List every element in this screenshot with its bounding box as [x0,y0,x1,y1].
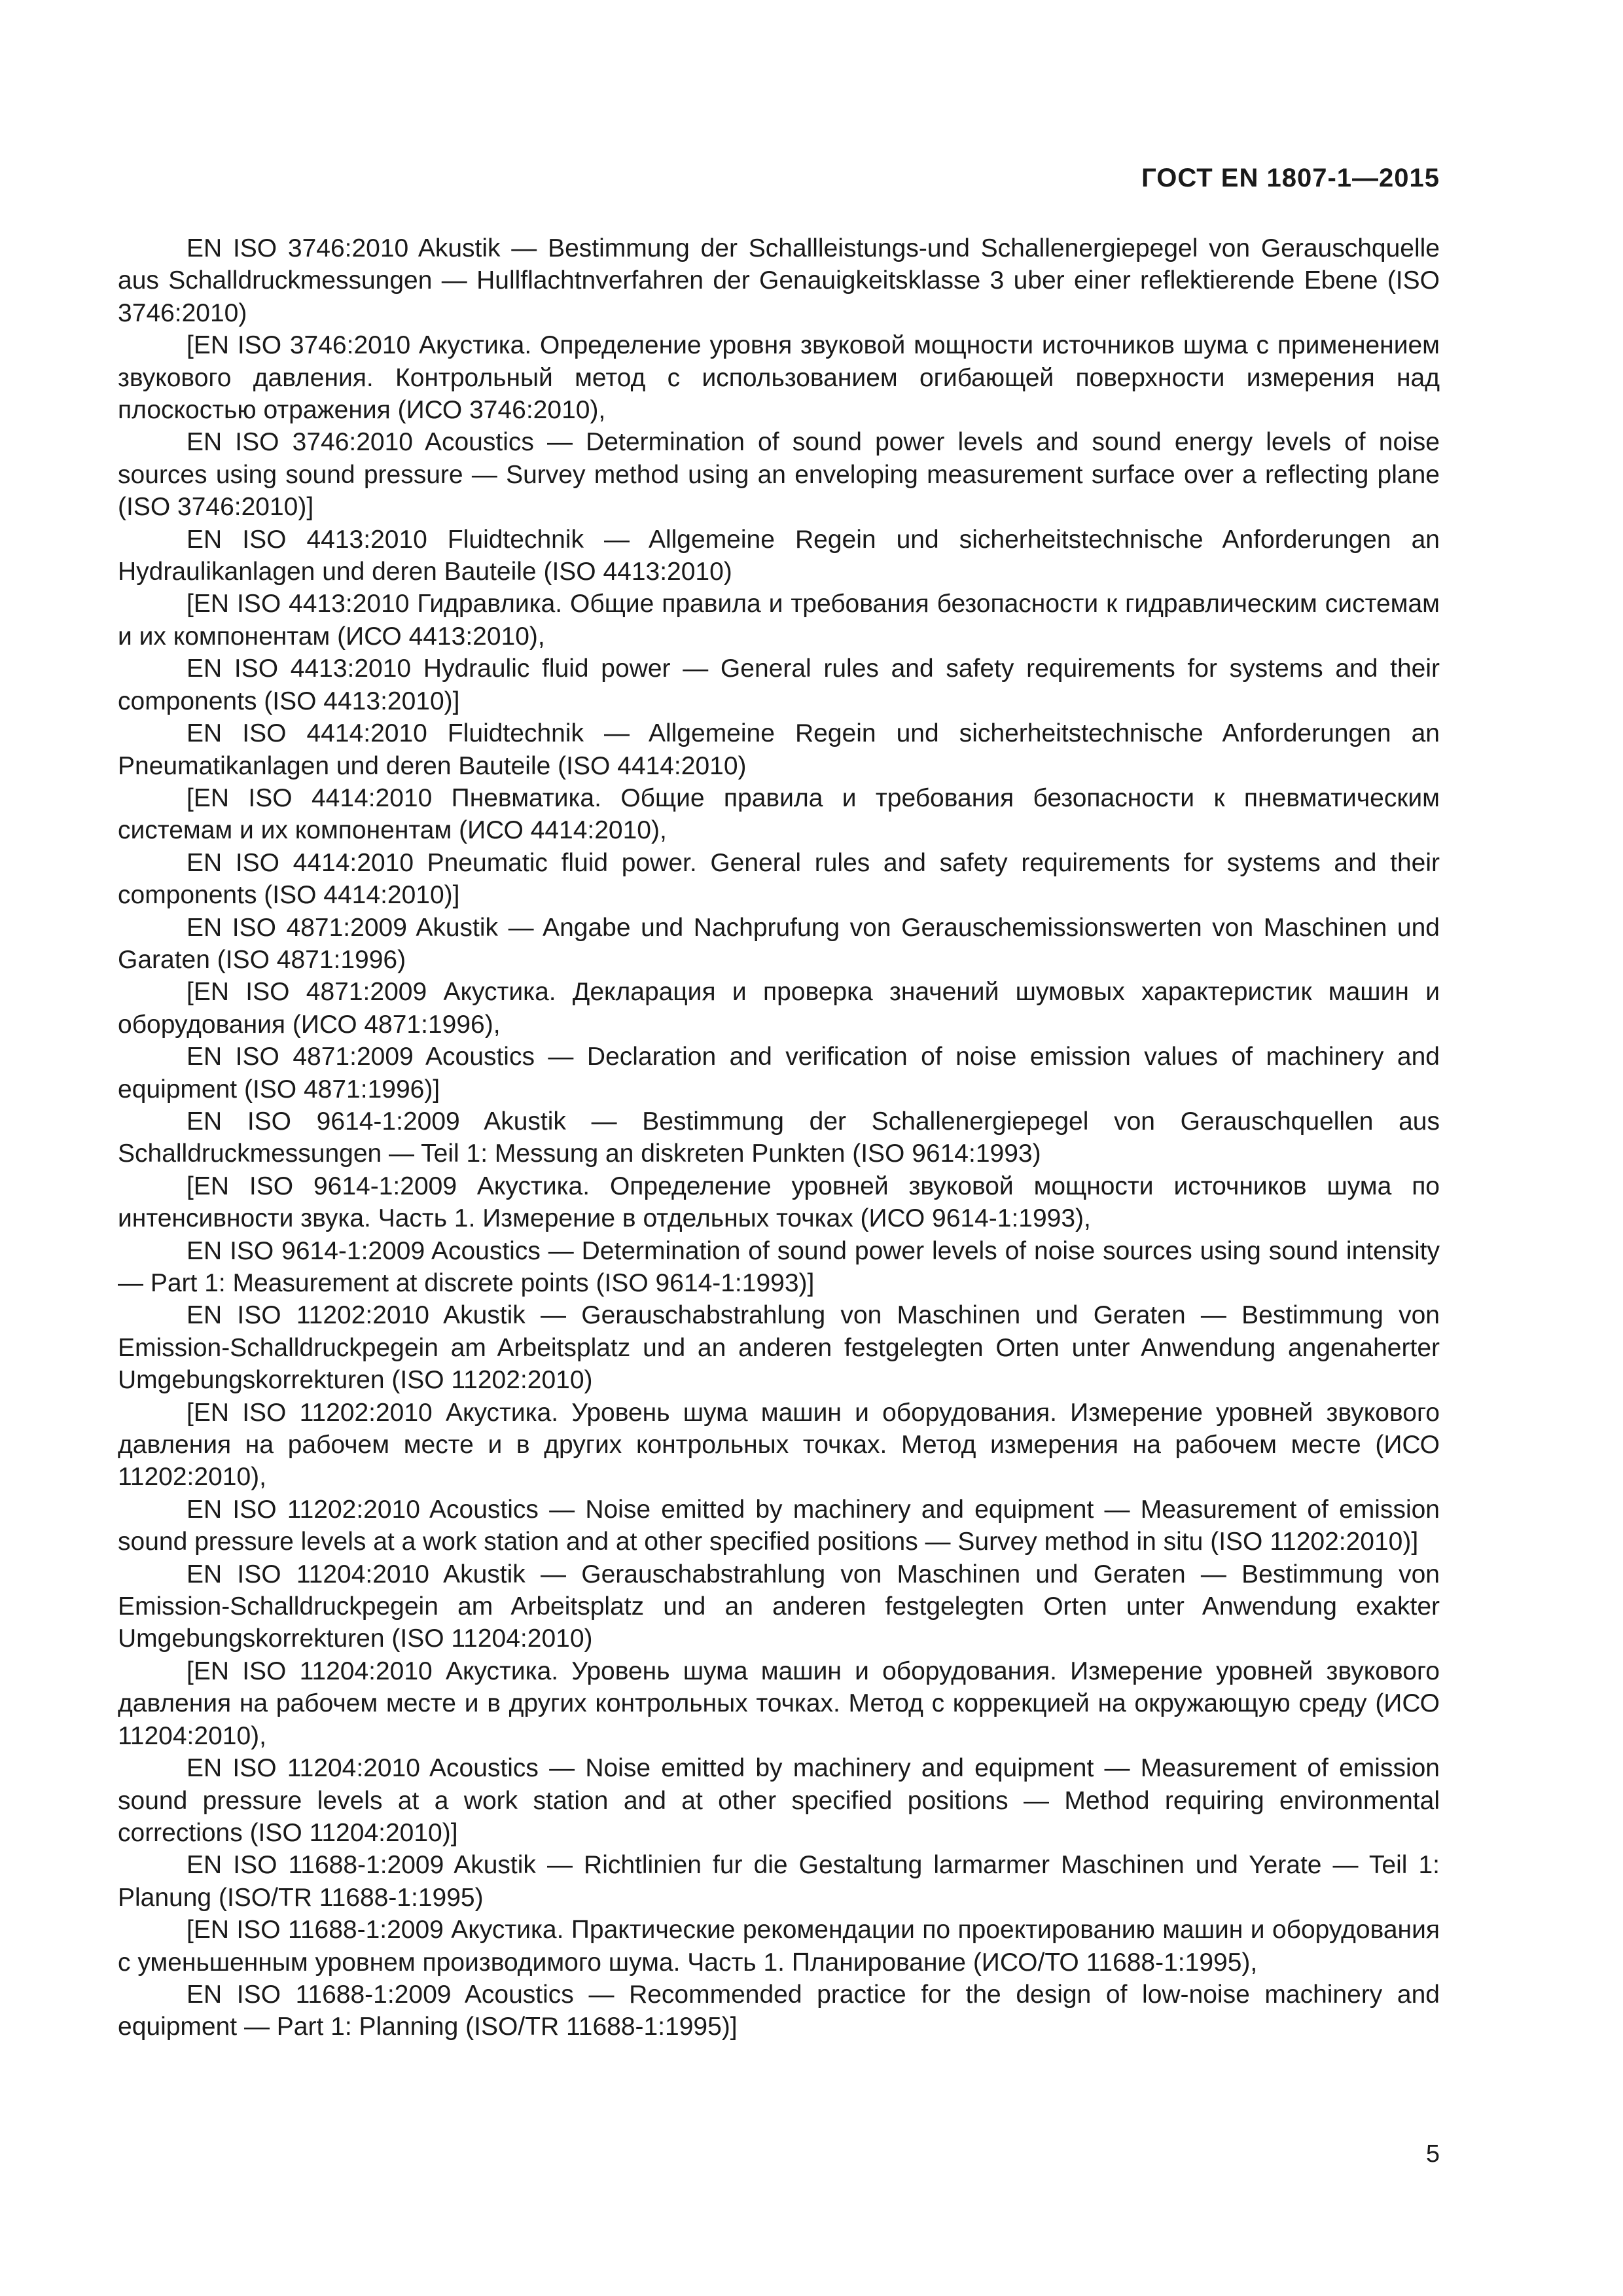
reference-paragraph: [EN ISO 4871:2009 Акустика. Декларация и проверка значений шумовых характеристик машин и оборудования (ИСО 4871:1996), [118,978,1440,1039]
reference-paragraph: EN ISO 4871:2009 Akustik — Angabe und Nachprufung von Gerauschemissionswerten von Maschinen und Garaten (ISO 4871:1996) [118,913,1440,974]
reference-paragraph: EN ISO 3746:2010 Akustik — Bestimmung der Schallleistungs-und Schallenergiepegel von Gerauschquelle aus Schalldruckmessungen — Hullflachtnverfahren der Genauigkeitsklasse 3 uber einer reflektierende Ebene (ISO 3746:2010) [118,234,1440,327]
reference-paragraph: EN ISO 11202:2010 Acoustics — Noise emitted by machinery and equipment — Measurement of emission sound pressure levels at a work station and at other specified positions — Survey method in situ (ISO 11202:2010)] [118,1495,1440,1556]
reference-paragraph: EN ISO 11202:2010 Akustik — Gerauschabstrahlung von Maschinen und Geraten — Bestimmung von Emission-Schalldruckpegein am Arbeitsplatz und an anderen festgelegten Orten unter Anwendung angenaherter Umgebungskorrekturen (ISO 11202:2010) [118,1301,1440,1395]
reference-paragraph: [EN ISO 11202:2010 Акустика. Уровень шума машин и оборудования. Измерение уровней звукового давления на рабочем месте и в других контрольных точках. Метод измерения на рабочем месте (ИСО 11202:2010), [118,1398,1440,1492]
reference-paragraph: EN ISO 4413:2010 Fluidtechnik — Allgemeine Regein und sicherheitstechnische Anforderungen an Hydraulikanlagen und deren Bauteile (ISO 4413:2010) [118,525,1440,586]
reference-paragraph: EN ISO 4414:2010 Fluidtechnik — Allgemeine Regein und sicherheitstechnische Anforderungen an Pneumatikanlagen und deren Bauteile (ISO 4414:2010) [118,719,1440,780]
reference-paragraph: EN ISO 9614-1:2009 Acoustics — Determination of sound power levels of noise sources using sound intensity — Part 1: Measurement at discrete points (ISO 9614-1:1993)] [118,1236,1440,1297]
reference-paragraph: EN ISO 4871:2009 Acoustics — Declaration and verification of noise emission values of machinery and equipment (ISO 4871:1996)] [118,1043,1440,1103]
page-number: 5 [1425,2140,1440,2168]
reference-paragraph: [EN ISO 11688-1:2009 Акустика. Практические рекомендации по проектированию машин и оборудования с уменьшенным уровнем производимого шума. Часть 1. Планирование (ИСО/ТО 11688-1:1995), [118,1916,1440,1977]
reference-paragraph: EN ISO 4413:2010 Hydraulic fluid power — General rules and safety requirements for systems and their components (ISO 4413:2010)] [118,655,1440,715]
reference-paragraph: EN ISO 11204:2010 Akustik — Gerauschabstrahlung von Maschinen und Geraten — Bestimmung von Emission-Schalldruckpegein am Arbeitsplatz und an anderen festgelegten Orten unter Anwendung exakter Umgebungskorrekturen (ISO 11204:2010) [118,1560,1440,1653]
reference-paragraph: [EN ISO 4413:2010 Гидравлика. Общие правила и требования безопасности к гидравлическим системам и их компонентам (ИСО 4413:2010), [118,590,1440,651]
reference-paragraph: EN ISO 4414:2010 Pneumatic fluid power. General rules and safety requirements for systems and their components (ISO 4414:2010)] [118,848,1440,910]
reference-paragraph: [EN ISO 3746:2010 Акустика. Определение уровня звуковой мощности источников шума с применением звукового давления. Контрольный метод с использованием огибающей поверхности измерения над плоскостью отражения (ИСО 3746:2010), [118,331,1440,425]
reference-paragraph: EN ISO 3746:2010 Acoustics — Determination of sound power levels and sound energy levels of noise sources using sound pressure — Survey method using an enveloping measurement surface over a reflecting plane (ISO 3746:2010)] [118,428,1440,522]
reference-paragraph: EN ISO 9614-1:2009 Akustik — Bestimmung der Schallenergiepegel von Gerauschquellen aus Schalldruckmessungen — Teil 1: Messung an diskreten Punkten (ISO 9614:1993) [118,1107,1440,1168]
reference-paragraph: EN ISO 11688-1:2009 Akustik — Richtlinien fur die Gestaltung larmarmer Maschinen und Yerate — Teil 1: Planung (ISO/TR 11688-1:1995) [118,1851,1440,1912]
reference-paragraph: [EN ISO 4414:2010 Пневматика. Общие правила и требования безопасности к пневматическим системам и их компонентам (ИСО 4414:2010), [118,783,1440,845]
reference-paragraph: EN ISO 11688-1:2009 Acoustics — Recommended practice for the design of low-noise machinery and equipment — Part 1: Planning (ISO/TR 11688-1:1995)] [118,1980,1440,2041]
reference-paragraph: [EN ISO 9614-1:2009 Акустика. Определение уровней звуковой мощности источников шума по интенсивности звука. Часть 1. Измерение в отдельных точках (ИСО 9614-1:1993), [118,1172,1440,1233]
standard-code-header: ГОСТ EN 1807-1—2015 [1141,164,1440,192]
reference-paragraph: EN ISO 11204:2010 Acoustics — Noise emitted by machinery and equipment — Measurement of emission sound pressure levels at a work station and at other specified positions — Method requiring environmental corrections (ISO 11204:2010)] [118,1754,1440,1847]
reference-list [118,232,1440,2043]
reference-paragraph: [EN ISO 11204:2010 Акустика. Уровень шума машин и оборудования. Измерение уровней звукового давления на рабочем месте и в других контрольных точках. Метод с коррекцией на окружающую среду (ИСО 11204:2010), [118,1657,1440,1750]
